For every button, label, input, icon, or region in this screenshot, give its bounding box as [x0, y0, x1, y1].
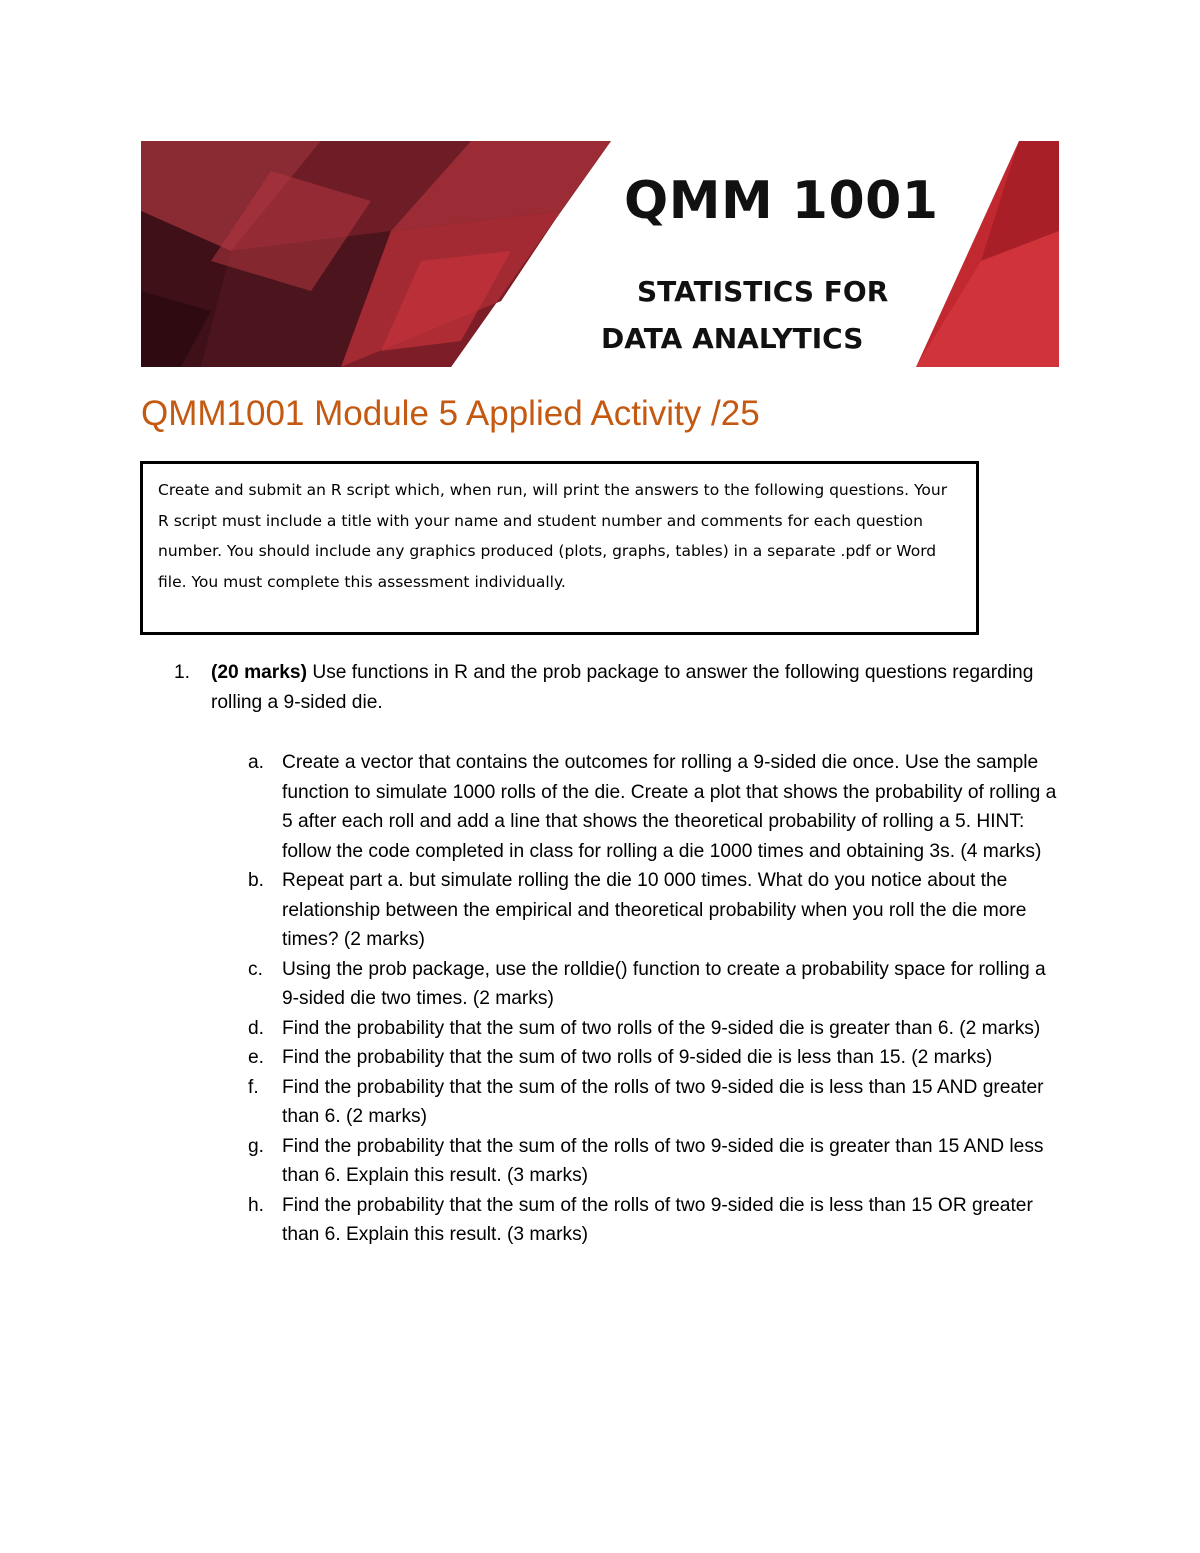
course-banner: [141, 141, 1059, 367]
list-item: [248, 955, 1058, 1014]
question-1: [174, 658, 1074, 1245]
question-marks: (20 marks): [211, 662, 307, 683]
question-stem-text: Use functions in R and the prob package to answer the following questions regarding rolling a 9-sided die.: [211, 662, 1034, 713]
part-text: Find the probability that the sum of the rolls of two 9-sided die is less than 15 AND greater than 6. (2 marks): [282, 1076, 1044, 1127]
course-subtitle-line2: DATA ANALYTICS: [601, 322, 864, 355]
list-item: [248, 1014, 1058, 1044]
instructions-box: [140, 461, 979, 635]
list-item: [248, 1043, 1058, 1073]
part-letter: c.: [248, 958, 263, 980]
list-item: [248, 1191, 1058, 1250]
question-parts-list: [248, 748, 1058, 1250]
question-stem: [211, 658, 1041, 717]
part-text: Find the probability that the sum of the rolls of two 9-sided die is less than 15 OR greater than 6. Explain this result. (3 marks): [282, 1194, 1033, 1245]
part-letter: f.: [248, 1076, 259, 1098]
part-text: Find the probability that the sum of the rolls of two 9-sided die is greater than 15 AND less than 6. Explain this result. (3 marks): [282, 1135, 1044, 1186]
page-title: QMM1001 Module 5 Applied Activity /25: [141, 394, 760, 433]
part-text: Create a vector that contains the outcomes for rolling a 9-sided die once. Use the sample function to simulate 1000 rolls of the die. Create a plot that shows the probability of rolling a 5 after each roll and add a line that shows the theoretical probability of rolling a 5. HINT: follow the code completed in class for rolling a die 1000 times and obtaining 3s. (4 marks): [282, 752, 1057, 862]
part-text: Find the probability that the sum of two rolls of the 9-sided die is greater than 6. (2 marks): [282, 1017, 1041, 1039]
part-letter: h.: [248, 1194, 265, 1216]
list-item: [248, 1132, 1058, 1191]
question-number: 1.: [174, 662, 191, 683]
part-text: Repeat part a. but simulate rolling the die 10 000 times. What do you notice about the relationship between the empirical and theoretical probability when you roll the die more times? (2 marks): [282, 870, 1027, 950]
course-subtitle-line1: STATISTICS FOR: [637, 275, 889, 308]
question-header: [174, 658, 1074, 717]
list-item: [248, 866, 1058, 955]
part-text: Using the prob package, use the rolldie() function to create a probability space for rolling a 9-sided die two times. (2 marks): [282, 958, 1046, 1009]
course-code: QMM 1001: [624, 171, 939, 231]
list-item: [248, 1073, 1058, 1132]
instructions-text: Create and submit an R script which, when run, will print the answers to the following questions. Your R script must include a title with your name and student number and comments for each question number. You should include any graphics produced (plots, graphs, tables) in a separate .pdf or Word file. You must complete this assessment individually.: [158, 481, 948, 591]
part-letter: d.: [248, 1017, 265, 1039]
part-letter: b.: [248, 870, 265, 891]
part-text: Find the probability that the sum of two rolls of 9-sided die is less than 15. (2 marks): [282, 1047, 993, 1068]
list-item: [248, 748, 1058, 866]
part-letter: e.: [248, 1047, 265, 1068]
part-letter: a.: [248, 752, 265, 773]
part-letter: g.: [248, 1135, 265, 1157]
